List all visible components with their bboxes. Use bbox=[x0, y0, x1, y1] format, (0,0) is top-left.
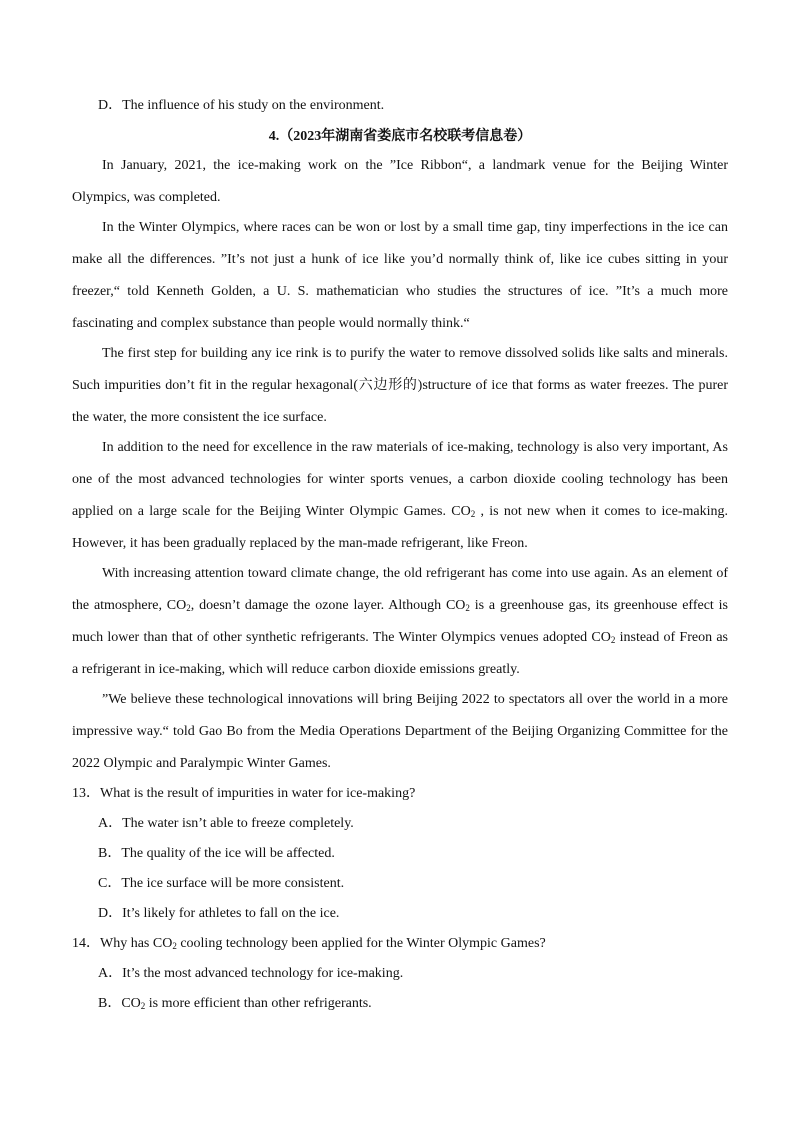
co2-subscript: 2 bbox=[610, 635, 616, 645]
passage-paragraph-3-line-2: Such impurities don’t fit in the regular hexagonal(六边形的)structure of ice that forms as water freezes. The purer bbox=[72, 378, 728, 393]
co2-subscript: 2 bbox=[470, 509, 476, 519]
passage-paragraph-4-line-4: However, it has been gradually replaced by the man-made refrigerant, like Freon. bbox=[72, 536, 528, 551]
passage-paragraph-4-line-2: one of the most advanced technologies for winter sports venues, a carbon dioxide cooling technology has been bbox=[72, 472, 728, 487]
question-13-stem: 13．What is the result of impurities in water for ice-making? bbox=[72, 786, 416, 801]
text-segment: cooling technology been applied for the Winter Olympic Games? bbox=[176, 936, 546, 951]
text-segment: is a greenhouse gas, its greenhouse effect is bbox=[469, 598, 728, 613]
text-segment: instead of Freon as bbox=[615, 630, 728, 645]
question-13-option-b: B．The quality of the ice will be affected. bbox=[98, 846, 335, 861]
text-segment: , doesn’t damage the ozone layer. Although CO bbox=[190, 598, 466, 613]
co2-subscript: 2 bbox=[465, 603, 470, 613]
question-13-option-a: A．The water isn’t able to freeze completely. bbox=[98, 816, 354, 831]
previous-question-option-d: D．The influence of his study on the environment. bbox=[98, 98, 385, 113]
co2-subscript: 2 bbox=[186, 603, 191, 613]
passage-paragraph-3-line-1: The first step for building any ice rink is to purify the water to remove dissolved solids like salts and minerals. bbox=[102, 346, 728, 361]
section-heading: 4.（2023年湖南省娄底市名校联考信息卷） bbox=[268, 129, 532, 144]
text-segment: much lower than that of other synthetic refrigerants. The Winter Olympics venues adopted CO bbox=[72, 630, 611, 645]
passage-paragraph-3-line-3: the water, the more consistent the ice surface. bbox=[72, 410, 327, 425]
question-14-stem bbox=[72, 935, 728, 953]
passage-paragraph-1-line-2: Olympics, was completed. bbox=[72, 190, 221, 205]
text-segment: , is not new when it comes to ice-making. bbox=[475, 504, 728, 519]
question-14-option-a: A．It’s the most advanced technology for ice-making. bbox=[98, 966, 404, 981]
text-segment: applied on a large scale for the Beijing Winter Olympic Games. CO bbox=[72, 504, 471, 519]
question-13-option-d: D．It’s likely for athletes to fall on the ice. bbox=[98, 906, 340, 921]
passage-paragraph-5-line-2 bbox=[72, 597, 728, 615]
text-segment: 14．Why has CO bbox=[72, 936, 173, 951]
passage-paragraph-5-line-4: a refrigerant in ice-making, which will reduce carbon dioxide emissions greatly. bbox=[72, 662, 520, 677]
text-segment: the atmosphere, CO bbox=[72, 598, 187, 613]
passage-paragraph-2-line-3: freezer,“ told Kenneth Golden, a U. S. mathematician who studies the structures of ice. ”It’s a much more bbox=[72, 284, 728, 299]
passage-paragraph-6-line-3: 2022 Olympic and Paralympic Winter Games. bbox=[72, 756, 331, 771]
co2-subscript: 2 bbox=[172, 941, 177, 951]
passage-paragraph-5-line-3 bbox=[72, 629, 728, 647]
co2-subscript: 2 bbox=[140, 1001, 146, 1011]
passage-paragraph-2-line-2: make all the differences. ”It’s not just a hunk of ice like you’d normally think of, like ice cubes sitting in your bbox=[72, 252, 728, 267]
passage-paragraph-4-line-1: In addition to the need for excellence in the raw materials of ice-making, technology is also very important, As bbox=[102, 440, 728, 455]
question-14-option-b bbox=[98, 995, 728, 1013]
question-13-option-c: C．The ice surface will be more consistent. bbox=[98, 876, 345, 891]
passage-paragraph-2-line-1: In the Winter Olympics, where races can be won or lost by a small time gap, tiny imperfections in the ice can bbox=[102, 220, 728, 235]
passage-paragraph-2-line-4: fascinating and complex substance than people would normally think.“ bbox=[72, 316, 470, 331]
passage-paragraph-5-line-1: With increasing attention toward climate change, the old refrigerant has come into use again. As an element of bbox=[102, 566, 728, 581]
passage-paragraph-6-line-1: ”We believe these technological innovations will bring Beijing 2022 to spectators all over the world in a more bbox=[102, 692, 728, 707]
passage-paragraph-1-line-1: In January, 2021, the ice-making work on the ”Ice Ribbon“, a landmark venue for the Beijing Winter bbox=[102, 158, 728, 173]
text-segment: is more efficient than other refrigerants. bbox=[145, 996, 372, 1011]
passage-paragraph-4-line-3 bbox=[72, 503, 728, 521]
passage-paragraph-6-line-2: impressive way.“ told Gao Bo from the Media Operations Department of the Beijing Organizing Committee for the bbox=[72, 724, 728, 739]
text-segment: B．CO bbox=[98, 996, 141, 1011]
